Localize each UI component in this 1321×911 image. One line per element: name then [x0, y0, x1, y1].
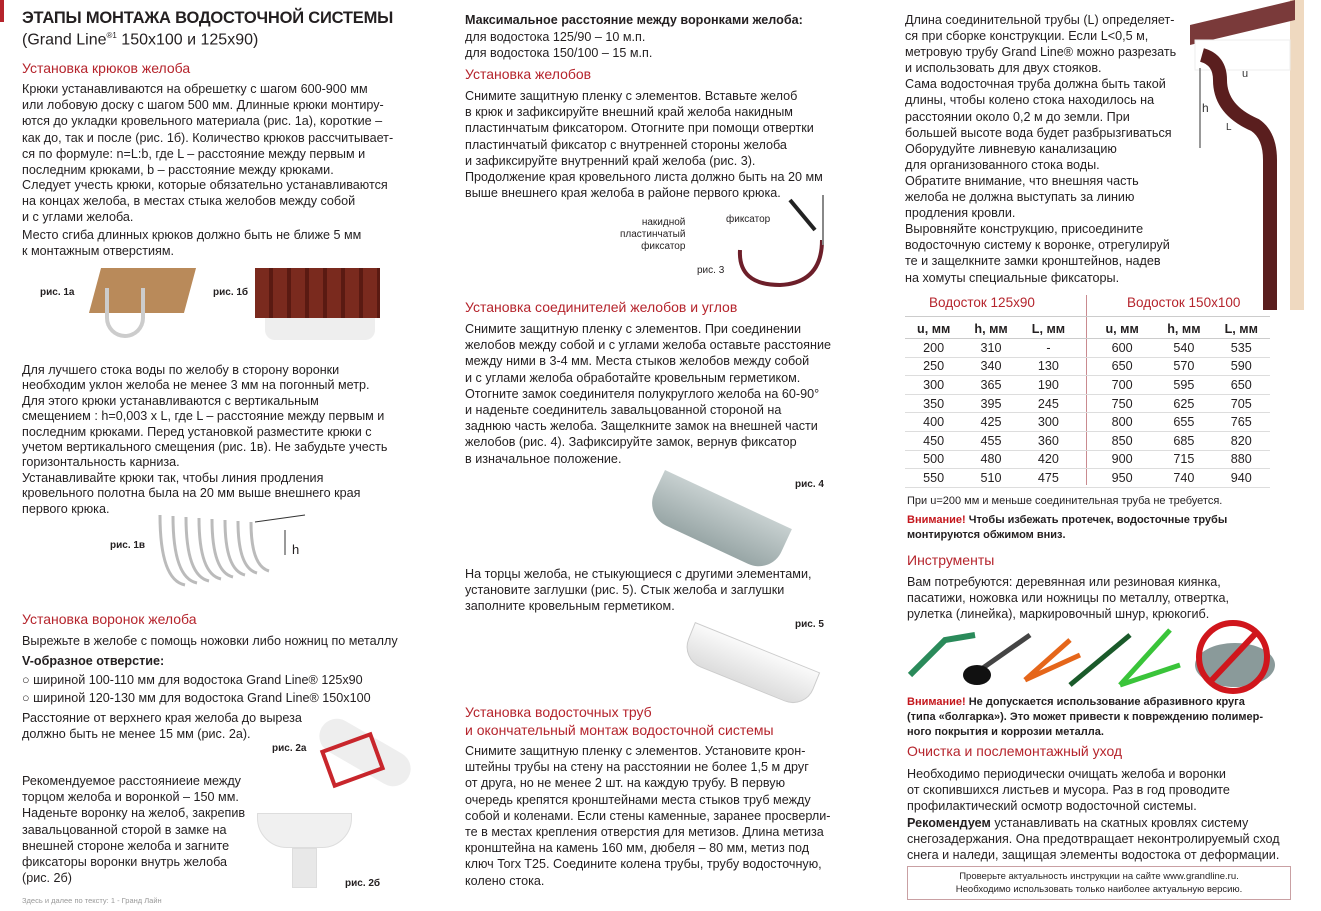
header-h: h, мм	[962, 320, 1019, 339]
table-cell: 425	[962, 413, 1019, 432]
table-cell: 550	[905, 469, 962, 488]
header-u: u, мм	[905, 320, 962, 339]
right-intro-p: Длина соединительной трубы (L) определяет- ся при сборке конструкции. Если L<0,5 м, метровую трубу Grand Line® можно разрезать и использовать для двух стояков. Сама водосточная труба должна быть такой длины, чтобы колено стока находилось на расстоянии около 0,2 м до земли. При большей высоте вода будет разбрызгиваться Оборудуйте ливневую канализацию для организованного стока воды. Обратите внимание, что внешняя часть желоба не должна выступать за линию продления кровли. Выровняйте конструкцию, присоедините водосточную систему к воронке, отрегулируй те и защелкните замки кронштейнов, надев на хомуты специальные фиксаторы.	[905, 13, 1177, 285]
table-cell: 360	[1020, 432, 1077, 451]
downpipe-diagram	[1190, 0, 1310, 315]
table-cell: -	[1020, 339, 1077, 358]
table-row	[905, 394, 1270, 413]
hooks-p2: Следует учесть крюки, которые обязательно устанавливаются на концах желоба, в местах стыка желобов между собой и с углами желоба.	[22, 178, 388, 225]
fig3-label-fixer: фиксатор	[726, 214, 771, 225]
care-heading: Очистка и послемонтажный уход	[907, 743, 1123, 759]
table-cell: 250	[905, 357, 962, 376]
table-group-150: Водосток 150x100	[1127, 295, 1241, 310]
table-cell: 300	[1020, 413, 1077, 432]
figure-2b	[257, 808, 352, 888]
table-cell: 450	[905, 432, 962, 451]
table-cell: 625	[1155, 394, 1212, 413]
table-cell: 685	[1155, 432, 1212, 451]
table-cell: 590	[1213, 357, 1270, 376]
table-cell: 715	[1155, 450, 1212, 469]
table-cell: 540	[1155, 339, 1212, 358]
fig1v-caption: рис. 1в	[110, 540, 146, 551]
maxdist-heading: Максимальное расстояние между воронками желоба:	[465, 13, 803, 27]
table-cell: 535	[1213, 339, 1270, 358]
fig5-caption: рис. 5	[795, 619, 824, 630]
funnels-heading: Установка воронок желоба	[22, 611, 197, 627]
table-row	[905, 339, 1270, 358]
figure-1v	[155, 510, 315, 595]
tools-heading: Инструменты	[907, 552, 995, 568]
connectors-p2: На торцы желоба, не стыкующиеся с другими элементами, установите заглушки (рис. 5). Стык желоба и заглушки заполните кровельным герметиком.	[465, 567, 812, 614]
fig1b-caption: рис. 1б	[213, 287, 249, 298]
table-cell: 420	[1020, 450, 1077, 469]
funnels-bullet-2: ○ ширинoй 120-130 мм для водостока Grand Line® 150x100	[22, 691, 371, 705]
no-grinder-icon	[1195, 623, 1275, 691]
funnels-p3: Рекомендуемое расстояниеие между торцом желоба и воронкой – 150 мм. Наденьте воронку на желоб, закрепив завальцованной сторой в замке на внешней стороне желоба и загните фиксаторы воронки внутрь желоба (рис. 2б)	[22, 774, 246, 886]
pipes-p: Снимите защитную пленку с элементов. Установите крон- штейны трубы на стену на расстоянии не более 1,5 м друг от друга, но не менее 2 шт. на каждую трубу. В первую очередь крепятся кронштейнами места стыков труб между собой и коленами. Если стены каменные, заранее просверли- те в местах крепления отверстия для метизов. Длина метиза кронштейна на камень 160 мм, дюбеля – 80 мм, метиз под ключ Torx T25. Соедините колена трубы, трубу водосточную, колено стока.	[465, 744, 831, 888]
fig4-caption: рис. 4	[795, 479, 824, 490]
table-cell: 600	[1077, 339, 1155, 358]
figure-2a	[315, 720, 415, 800]
funnels-bold: V-образное отверстие:	[22, 654, 165, 668]
figure-3	[730, 195, 840, 290]
table-cell: 200	[905, 339, 962, 358]
tools-warning: Внимание! Не допускается использование абразивного круга (типа «болгарка»). Это может привести к повреждению полимер- ного покрытия и коррозии металла.	[907, 696, 1264, 738]
table-cell: 350	[905, 394, 962, 413]
table-cell: 650	[1077, 357, 1155, 376]
figure-4	[644, 470, 792, 574]
pipe-warning: Внимание! Чтобы избежать протечек, водосточные трубы монтируются обжимом вниз.	[907, 514, 1228, 541]
gutters-p: Снимите защитную пленку с элементов. Вставьте желоб в крюк и зафиксируйте внешний край желоба накидным пластинчатым фиксатором. Отогните при помощи отвертки пластинчатый фиксатор с внутренней стороны желоба и зафиксируйте внутренний край желоба (рис. 3). Продолжение края кровельного листа должно быть на 20 мм выше внешнего края желоба в районе первого крюка.	[465, 89, 823, 201]
table-top-rule	[905, 316, 1270, 317]
fig1a-caption: рис. 1а	[40, 287, 75, 298]
table-note: При u=200 мм и меньше соединительная труба не требуется.	[907, 495, 1223, 507]
maxdist-line-1: для водостока 125/90 – 10 м.п.	[465, 30, 646, 44]
table-row	[905, 376, 1270, 395]
figure-1b	[255, 268, 380, 343]
diagram-h-label: h	[1202, 101, 1209, 115]
table-cell: 880	[1213, 450, 1270, 469]
page-title: ЭТАПЫ МОНТАЖА ВОДОСТОЧНОЙ СИСТЕМЫ	[22, 9, 394, 27]
screwdriver-icon	[1070, 635, 1130, 685]
header-L: L, мм	[1020, 320, 1077, 339]
table-cell: 500	[905, 450, 962, 469]
diagram-u-label: u	[1242, 68, 1249, 80]
funnels-bullet-1: ○ ширинoй 100-110 мм для водостока Grand Line® 125x90	[22, 673, 363, 687]
tools-image	[905, 620, 1280, 695]
diagram-L-label: L	[1226, 122, 1232, 133]
table-cell: 130	[1020, 357, 1077, 376]
tools-p: Вам потребуются: деревянная или резиновая киянка, пасатижи, ножовка или ножницы по металлу, отвертка, рулетка (линейка), маркировочный шнур, крюкогиб.	[907, 575, 1230, 622]
table-cell: 395	[962, 394, 1019, 413]
table-cell: 900	[1077, 450, 1155, 469]
table-header-row	[905, 320, 1270, 339]
header-u: u, мм	[1077, 320, 1155, 339]
care-p: Необходимо периодически очищать желоба и воронки от скопившихся листьев и мусора. Раз в год проводите профилактический осмотр водосточной системы. Рекомендуем устанавливать на скатных кровлях систему снегозадержания. Она предотвращает неконтролируемый сход снега и наледи, защищая элементы водостока от деформации.	[907, 767, 1280, 863]
header-h: h, мм	[1155, 320, 1212, 339]
pliers-icon	[1025, 640, 1080, 680]
table-cell: 310	[962, 339, 1019, 358]
accent-bar	[0, 0, 4, 22]
maxdist-line-2: для водостока 150/100 – 15 м.п.	[465, 46, 653, 60]
downpipe-table	[905, 320, 1270, 488]
table-cell: 190	[1020, 376, 1077, 395]
table-cell: 655	[1155, 413, 1212, 432]
table-cell: 510	[962, 469, 1019, 488]
table-cell: 570	[1155, 357, 1212, 376]
figure-1a	[90, 268, 200, 343]
fig2b-caption: рис. 2б	[345, 878, 381, 889]
page-subtitle: (Grand Line$^{®1}$ 150x100 и 125x90)	[22, 31, 259, 49]
table-row	[905, 413, 1270, 432]
table-cell: 300	[905, 376, 962, 395]
pipes-heading: Установка водосточных труб и окончательный монтаж водосточной системы	[465, 704, 774, 738]
fig3-label-clip: накидной пластинчатый фиксатор	[620, 217, 686, 252]
table-row	[905, 432, 1270, 451]
table-row	[905, 450, 1270, 469]
table-cell: 800	[1077, 413, 1155, 432]
funnels-p1: Вырежьте в желобе с помощь ножовки либо ножниц по металлу	[22, 634, 398, 648]
table-cell: 750	[1077, 394, 1155, 413]
fig1v-h-label: h	[292, 542, 300, 557]
table-cell: 365	[962, 376, 1019, 395]
header-L: L, мм	[1213, 320, 1270, 339]
table-cell: 950	[1077, 469, 1155, 488]
table-cell: 455	[962, 432, 1019, 451]
hooks-heading: Установка крюков желоба	[22, 60, 191, 76]
table-cell: 400	[905, 413, 962, 432]
table-cell: 245	[1020, 394, 1077, 413]
table-cell: 820	[1213, 432, 1270, 451]
table-cell: 340	[962, 357, 1019, 376]
table-cell: 940	[1213, 469, 1270, 488]
fig2a-caption: рис. 2а	[272, 743, 307, 754]
gutters-heading: Установка желобов	[465, 66, 592, 82]
table-cell: 740	[1155, 469, 1212, 488]
table-cell: 850	[1077, 432, 1155, 451]
website-notice: Проверьте актуальность инструкции на сайте www.grandline.ru. Необходимо использовать только наиболее актуальную версию.	[907, 866, 1291, 900]
connectors-p: Снимите защитную пленку с элементов. При соединении желобов между собой и с углами желоба оставьте расстояние между ними в 3-4 мм. Места стыков желобов между собой и с углами желоба обработайте кровельным герметиком. Отогните замок соединителя полукруглого желоба на 60-90° и наденьте соединитель завальцованной стороной на заднюю часть желоба. Защелкните замок на внешней части желобов (рис. 4). Зафиксируйте замок, вернув фиксатор в изначальное положение.	[465, 322, 831, 466]
tin-snips-icon	[910, 635, 975, 675]
hooks-p1: Крюки устанавливаются на обрешетку с шагом 600-900 мм или лобовую доску с шагом 500 мм. Длинные крюки монтиру- ются до укладки кровельного материала (рис. 1а), короткие – как до, так и после (рис. 1б). Количество крюков рассчитывает- ся по формуле: n=L:b, где L – расстояние между первым и последним крюками, b – расстояние между крюками.	[22, 82, 394, 178]
table-row	[905, 357, 1270, 376]
table-cell: 700	[1077, 376, 1155, 395]
table-cell: 705	[1213, 394, 1270, 413]
mallet-icon	[963, 635, 1030, 685]
hooks-p4: Для лучшего стока воды по желобу в сторону воронки необходим уклон желоба не менее 3 мм на погонный метр. Для этого крюки устанавливаются с вертикальным смещением : h=0,003 x L, где L – расстояние между первым и последним крюками. Перед установкой разместите крюки с учетом вертикального смещения (рис. 1в). Не забудьте учесть горизонтальность карниза. Устанавливайте крюки так, чтобы линия продления кровельного полотна была на 20 мм выше внешнего края первого крюка.	[22, 363, 388, 516]
figure-5	[680, 622, 820, 710]
connectors-heading: Установка соединителей желобов и углов	[465, 299, 738, 315]
table-cell: 595	[1155, 376, 1212, 395]
table-cell: 650	[1213, 376, 1270, 395]
table-row	[905, 469, 1270, 488]
table-cell: 475	[1020, 469, 1077, 488]
table-group-125: Водосток 125x90	[929, 295, 1035, 310]
hooks-p3: Место сгиба длинных крюков должно быть не ближе 5 мм к монтажным отверстиям.	[22, 228, 362, 259]
fig3-caption: рис. 3	[697, 265, 725, 276]
table-cell: 480	[962, 450, 1019, 469]
footnote: Здесь и далее по тексту: 1 - Гранд Лайн	[22, 896, 162, 905]
funnels-p2: Расстояние от верхнего края желоба до выреза должно быть не менее 15 мм (рис. 2а).	[22, 711, 302, 742]
table-cell: 765	[1213, 413, 1270, 432]
